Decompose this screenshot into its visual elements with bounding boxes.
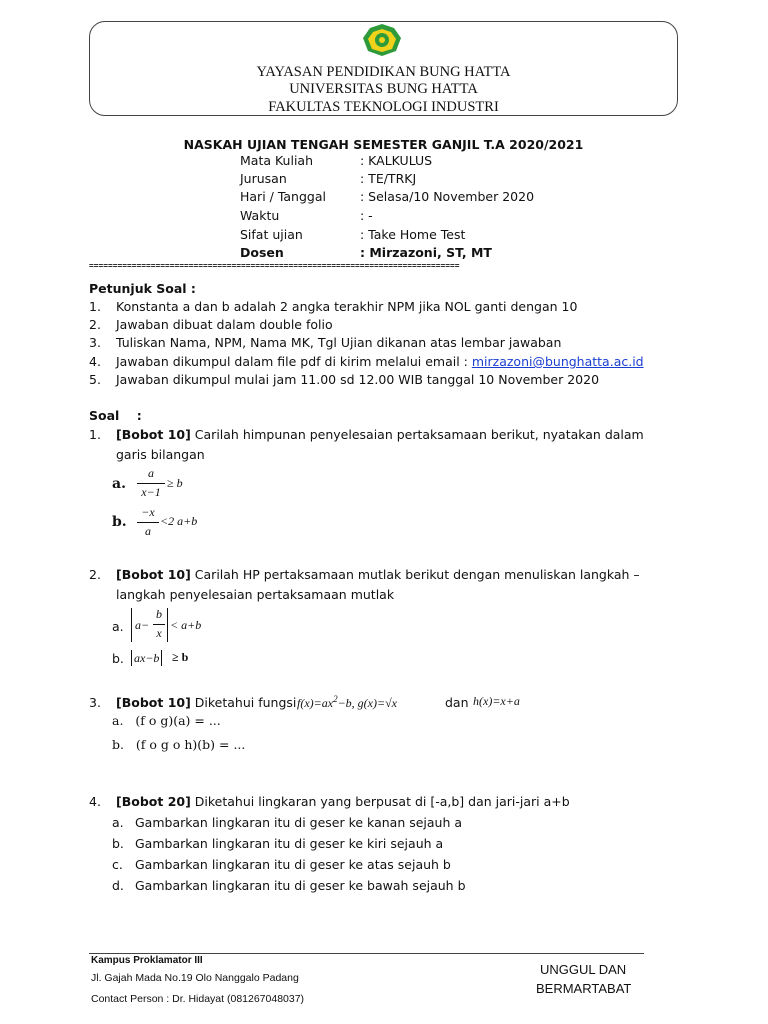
footer-tagline-1: UNGGUL DAN xyxy=(540,962,627,977)
q1-text: Carilah himpunan penyelesaian pertaksamaan berikut, nyatakan dalam xyxy=(190,427,644,442)
value-jurusan: : TE/TRKJ xyxy=(360,171,417,186)
footer-contact: Contact Person : Dr. Hidayat (081267048037) xyxy=(91,993,305,1005)
label-mata-kuliah: Mata Kuliah xyxy=(240,153,314,168)
petunjuk-text-5: Jawaban dikumpul mulai jam 11.00 sd 12.00 WIB tanggal 10 November 2020 xyxy=(116,372,600,387)
q1-line xyxy=(116,426,644,444)
q3-f-rest: −b, g(x)=√x xyxy=(337,696,398,710)
q1b-rest: <2 a+b xyxy=(160,514,198,528)
q3-f-expr: f(x)=ax xyxy=(297,696,334,710)
q1b-label: b. xyxy=(112,514,127,530)
q2a-abs-right xyxy=(167,608,168,642)
q2-number: 2. xyxy=(89,567,101,582)
q1a-denominator: x−1 xyxy=(141,485,161,499)
q1a-fraction-bar xyxy=(137,483,165,484)
q2b-abs-expr: ax−b xyxy=(131,650,162,666)
q2-text-cont: langkah penyelesaian pertaksamaan mutlak xyxy=(116,587,395,602)
q4-label-d: d. xyxy=(112,878,124,893)
q3-f-sup: 2 xyxy=(333,694,338,704)
q2a-label: a. xyxy=(112,619,124,634)
value-hari-tanggal: : Selasa/10 November 2020 xyxy=(360,189,535,204)
q2b-label: b. xyxy=(112,651,124,666)
q1b-fraction-bar xyxy=(137,522,159,523)
q1-number: 1. xyxy=(89,427,101,442)
petunjuk-text-1: Konstanta a dan b adalah 2 angka terakhir NPM jika NOL ganti dengan 10 xyxy=(116,299,578,314)
petunjuk-num-2: 2. xyxy=(89,317,101,332)
q4-bobot: [Bobot 20] xyxy=(116,794,191,809)
q2a-pre: a− xyxy=(135,618,150,632)
separator-line: ============================================================================== xyxy=(89,263,460,270)
petunjuk-num-5: 5. xyxy=(89,372,101,387)
q4-text: Diketahui lingkaran yang berpusat di [-a,b] dan jari-jari a+b xyxy=(190,794,570,809)
q4-number: 4. xyxy=(89,794,101,809)
q2a-numerator: b xyxy=(156,607,162,621)
q3-functions xyxy=(297,694,397,711)
q3-line xyxy=(116,694,300,712)
q3-bobot: [Bobot 10] xyxy=(116,695,191,710)
petunjuk-text-3: Tuliskan Nama, NPM, Nama MK, Tgl Ujian dikanan atas lembar jawaban xyxy=(116,335,562,350)
q4-text-b: Gambarkan lingkaran itu di geser ke kiri sejauh a xyxy=(135,836,444,851)
q1b-numerator: −x xyxy=(141,505,155,519)
petunjuk-num-4: 4. xyxy=(89,354,101,369)
q1b-denominator: a xyxy=(145,524,151,538)
petunjuk-num-3: 3. xyxy=(89,335,101,350)
label-hari-tanggal: Hari / Tanggal xyxy=(240,189,326,204)
q2b-rest: ≥ b xyxy=(172,650,189,664)
q3-text: Diketahui fungsi xyxy=(190,695,301,710)
q4-text-d: Gambarkan lingkaran itu di geser ke bawah sejauh b xyxy=(135,878,466,893)
footer-campus: Kampus Proklamator III xyxy=(91,955,203,966)
footer-divider xyxy=(89,953,644,954)
q2a-abs-left xyxy=(131,608,132,642)
petunjuk-num-1: 1. xyxy=(89,299,101,314)
value-waktu: : - xyxy=(360,208,373,223)
value-mata-kuliah: : KALKULUS xyxy=(360,153,433,168)
q4-label-b: b. xyxy=(112,836,124,851)
label-dosen: Dosen xyxy=(240,245,284,260)
q2a-denominator: x xyxy=(156,626,162,640)
q1a-label: a. xyxy=(112,476,126,492)
q3-number: 3. xyxy=(89,695,101,710)
footer-address: Jl. Gajah Mada No.19 Olo Nanggalo Padang xyxy=(91,972,299,984)
petunjuk-item-4 xyxy=(116,353,644,371)
petunjuk-text-2: Jawaban dibuat dalam double folio xyxy=(116,317,333,332)
q2a-fraction-bar xyxy=(153,624,165,625)
q1-bobot: [Bobot 10] xyxy=(116,427,191,442)
q4-label-c: c. xyxy=(112,857,123,872)
q2-text: Carilah HP pertaksamaan mutlak berikut dengan menuliskan langkah – xyxy=(190,567,640,582)
q4-text-a: Gambarkan lingkaran itu di geser ke kanan sejauh a xyxy=(135,815,463,830)
q3-h-expr: h(x)=x+a xyxy=(473,694,520,708)
q3-sub-b: b. (f o g o h)(b) = ... xyxy=(112,737,246,752)
university-logo-icon xyxy=(360,22,404,58)
q4-line xyxy=(116,793,570,811)
label-sifat-ujian: Sifat ujian xyxy=(240,227,303,242)
petunjuk-heading: Petunjuk Soal : xyxy=(89,281,196,296)
q2-bobot: [Bobot 10] xyxy=(116,567,191,582)
exam-title: NASKAH UJIAN TENGAH SEMESTER GANJIL T.A 2020/2021 xyxy=(183,137,584,152)
value-dosen: : Mirzazoni, ST, MT xyxy=(360,245,492,260)
petunjuk-text-4: Jawaban dikumpul dalam file pdf di kirim melalui email : xyxy=(116,354,472,369)
q2-line xyxy=(116,566,640,584)
label-jurusan: Jurusan xyxy=(240,171,287,186)
label-waktu: Waktu xyxy=(240,208,280,223)
q3-dan: dan xyxy=(445,695,469,710)
q1a-numerator: a xyxy=(148,466,154,480)
email-link[interactable]: mirzazoni@bunghatta.ac.id xyxy=(471,354,644,369)
q3-sub-a: a. (f o g)(a) = ... xyxy=(112,713,221,728)
q4-text-c: Gambarkan lingkaran itu di geser ke atas sejauh b xyxy=(135,857,451,872)
faculty-name: FAKULTAS TEKNOLOGI INDUSTRI xyxy=(268,99,499,115)
q4-label-a: a. xyxy=(112,815,124,830)
value-sifat-ujian: : Take Home Test xyxy=(360,227,466,242)
q1-text-cont: garis bilangan xyxy=(116,447,205,462)
foundation-name: YAYASAN PENDIDIKAN BUNG HATTA xyxy=(256,64,511,80)
university-name: UNIVERSITAS BUNG HATTA xyxy=(289,81,478,97)
footer-tagline-2: BERMARTABAT xyxy=(536,981,632,996)
soal-heading: Soal : xyxy=(89,408,142,423)
q2a-rest: < a+b xyxy=(170,618,202,632)
q1a-rest: ≥ b xyxy=(167,476,183,490)
